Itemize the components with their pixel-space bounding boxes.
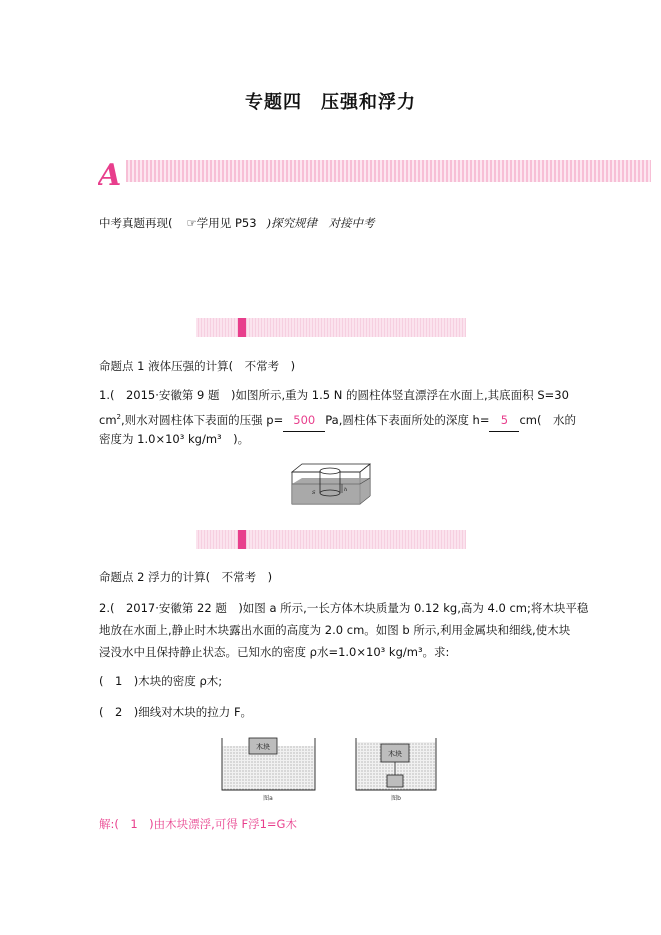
divider-bar-1 [196,318,466,337]
answer-pressure: 500 [283,409,325,432]
block-a-label: 木块 [256,743,270,751]
q1-line-3: 密度为 1.0×10³ kg/m³ )。 [99,432,250,446]
svg-text:S: S [312,490,316,496]
section-subtitle: 中考真题再现( ☞学用见 P53 )探究规律 对接中考 [99,216,375,230]
section-banner [98,158,651,188]
q2-line-1: 2.( 2017·安徽第 22 题 )如图 a 所示,一长方体木块质量为 0.12 kg,高为 4.0 cm;将木块平稳 [99,601,589,615]
solution-line-1: 解:( 1 )由木块漂浮,可得 F浮1=G木 [99,817,297,831]
q2-line-2: 地放在水面上,静止时木块露出水面的高度为 2.0 cm。如图 b 所示,利用金属块和细线,使木块 [99,623,571,637]
svg-text:h: h [344,487,348,493]
q2-sub-2: ( 2 )细线对木块的拉力 F。 [99,705,253,719]
q1-line-2: $cm^2$,则水对圆柱体下表面的压强 p= 500 Pa,圆柱体下表面所处的深度 h= 5 cm( 水的 [99,406,576,432]
page-title: 专题四 压强和浮力 [245,92,416,113]
q1-line-1: 1.( 2015·安徽第 9 题 )如图所示,重为 1.5 N 的圆柱体竖直漂浮在水面上,其底面积 S=30 [99,388,569,402]
figure-a [221,734,316,804]
section-letter: A [98,158,122,188]
divider-bar-2 [196,530,466,549]
q2-sub-1: ( 1 )木块的密度 ρ木; [99,674,223,688]
figure-a-caption: 图a [263,795,273,802]
answer-depth: 5 [489,409,519,432]
figure-b [355,734,437,804]
q1-figure [290,462,372,506]
topic-2-label: 命题点 2 浮力的计算( 不常考 ) [99,570,273,584]
figure-b-caption: 图b [391,795,401,802]
topic-1-label: 命题点 1 液体压强的计算( 不常考 ) [99,359,296,373]
block-b-label: 木块 [388,750,402,758]
q2-line-3: 浸没水中且保持静止状态。已知水的密度 ρ水=1.0×10³ kg/m³。求: [99,645,450,659]
